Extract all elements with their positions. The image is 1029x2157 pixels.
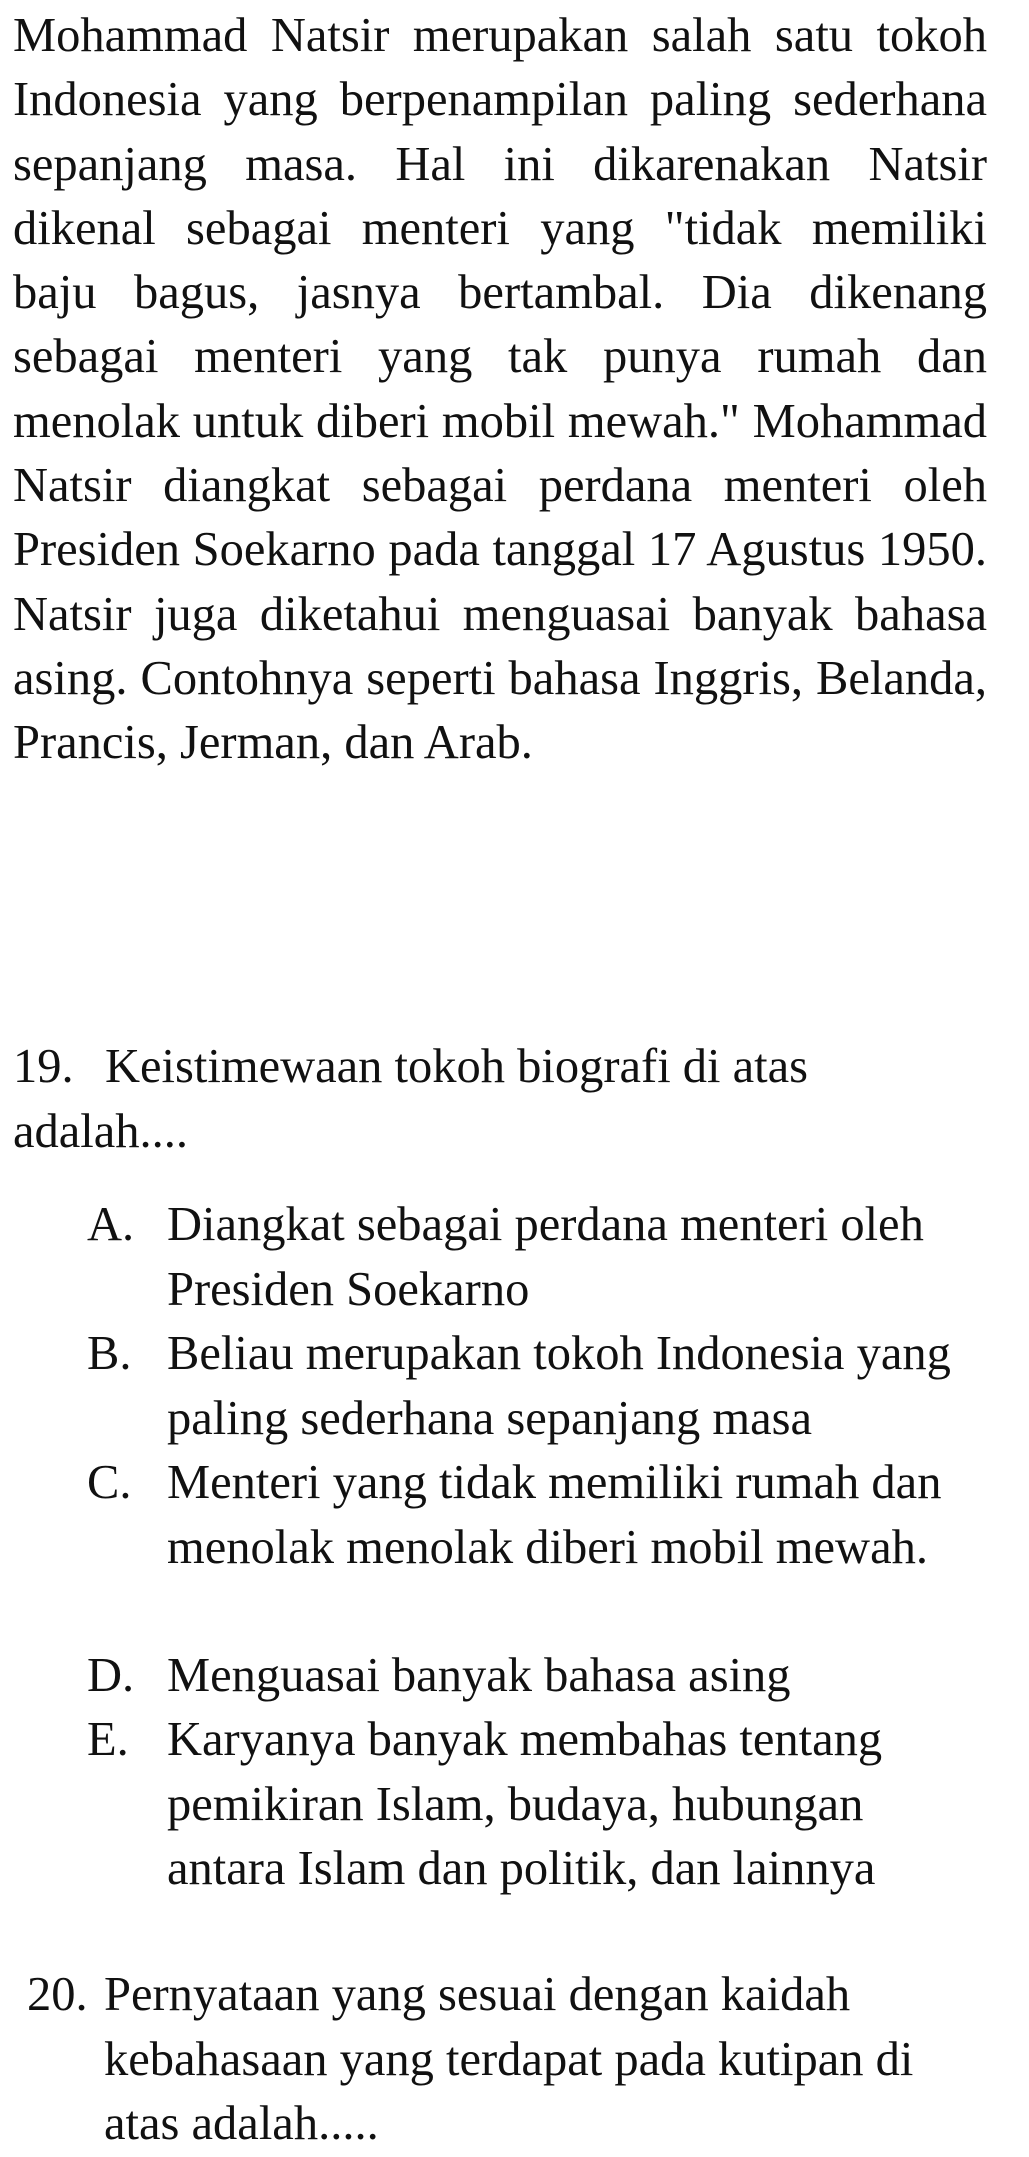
question-19-number: 19. [13, 1040, 74, 1093]
question-20 [27, 1963, 987, 2157]
option-c-letter: C. [87, 1456, 132, 1509]
option-d[interactable] [87, 1644, 987, 1708]
question-19-text: Keistimewaan tokoh biografi di atas adalah.... [13, 1040, 809, 1158]
question-19-options [87, 1193, 987, 1902]
option-c-text: Menteri yang tidak memiliki rumah dan menolak menolak diberi mobil mewah. [167, 1456, 942, 1574]
option-a-text: Diangkat sebagai perdana menteri oleh Presiden Soekarno [167, 1198, 924, 1316]
option-d-letter: D. [87, 1649, 135, 1702]
reading-passage: Mohammad Natsir merupakan salah satu tokoh Indonesia yang berpenampilan paling sederhana sepanjang masa. Hal ini dikarenakan Natsir dikenal sebagai menteri yang "tidak memiliki baju bagus, jasnya bertambal. Dia dikenang sebagai menteri yang tak punya rumah dan menolak untuk diberi mobil mewah." Mohammad Natsir diangkat sebagai perdana menteri oleh Presiden Soekarno pada tanggal 17 Agustus 1950. Natsir juga diketahui menguasai banyak bahasa asing. Contohnya seperti bahasa Inggris, Belanda, Prancis, Jerman, dan Arab. [13, 9, 987, 770]
option-e-letter: E. [87, 1713, 129, 1766]
option-d-text: Menguasai banyak bahasa asing [167, 1649, 791, 1702]
question-20-number: 20. [27, 1968, 88, 2021]
option-e-text: Karyanya banyak membahas tentang pemikiran Islam, budaya, hubungan antara Islam dan politik, dan lainnya [167, 1713, 883, 1895]
option-e[interactable] [87, 1708, 987, 1902]
option-b-text: Beliau merupakan tokoh Indonesia yang paling sederhana sepanjang masa [167, 1327, 951, 1445]
option-c[interactable] [87, 1451, 987, 1644]
option-a[interactable] [87, 1193, 987, 1322]
question-19-stem [13, 1035, 987, 1164]
question-20-text: Pernyataan yang sesuai dengan kaidah kebahasaan yang terdapat pada kutipan di atas adalah..... [104, 1968, 914, 2150]
option-a-letter: A. [87, 1198, 135, 1251]
option-b-letter: B. [87, 1327, 132, 1380]
option-b[interactable] [87, 1322, 987, 1451]
